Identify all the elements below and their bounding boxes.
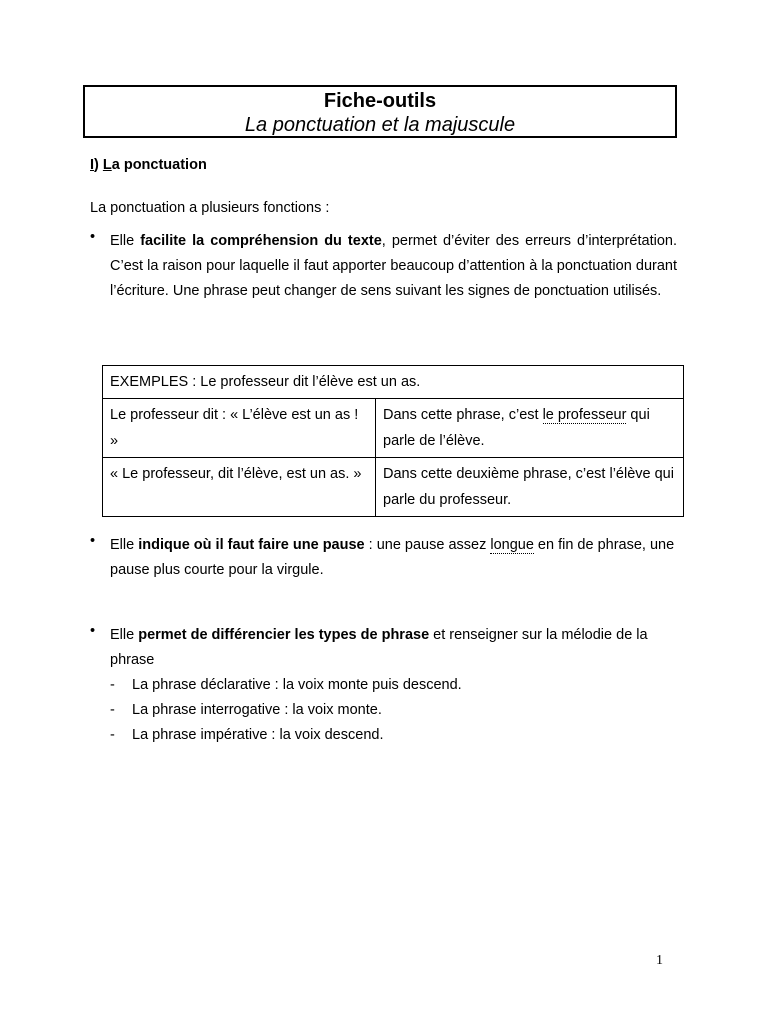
bullet-lead: Elle: [110, 627, 139, 643]
example-2-sentence: « Le professeur, dit l’élève, est un as. »: [103, 458, 376, 517]
section-paren: ): [94, 157, 103, 173]
bullet-bold-phrase: indique où il faut faire une pause: [138, 537, 365, 553]
bullet-rest: en fin de phrase, une pause plus courte pour la virgule.: [110, 537, 675, 578]
table-row: [103, 399, 684, 458]
page-number: 1: [656, 953, 663, 968]
dash-icon: -: [110, 727, 115, 743]
bullet-item-pause: [90, 533, 677, 583]
bullet-icon: •: [90, 623, 96, 639]
section-number: I: [90, 157, 95, 173]
bullet-mid: : une pause assez: [364, 537, 491, 553]
bullet-text: [110, 623, 677, 673]
bullet-item-comprehension: [90, 229, 677, 304]
bullet-icon: •: [90, 229, 96, 245]
section-title-rest: a ponctuation: [111, 157, 207, 173]
bullet-bold-phrase: permet de différencier les types de phrase: [138, 627, 430, 643]
bullet-bold-phrase: facilite la compréhension du texte: [140, 233, 382, 249]
list-item-text: La phrase déclarative : la voix monte puis descend.: [132, 677, 462, 693]
page-subtitle: La ponctuation et la majuscule: [244, 114, 516, 136]
example-2-explanation: Dans cette deuxième phrase, c’est l’élève qui parle du professeur.: [376, 458, 684, 517]
page-title: Fiche-outils: [323, 90, 437, 112]
list-item-text: La phrase impérative : la voix descend.: [132, 727, 384, 743]
bullet-rest: et renseigner sur la mélodie de la phrase: [110, 627, 648, 668]
list-item: [110, 723, 677, 748]
example-1-text-pre: Dans cette phrase, c’est: [383, 407, 543, 423]
table-row: [103, 366, 684, 399]
example-1-sentence: Le professeur dit : « L’élève est un as ! »: [103, 399, 376, 458]
examples-header-cell: EXEMPLES : Le professeur dit l’élève est un as.: [103, 366, 684, 399]
dash-icon: -: [110, 677, 115, 693]
example-1-marked-word: le professeur: [542, 407, 627, 423]
section-initial: L: [102, 157, 112, 173]
example-1-text-post: qui parle de l’élève.: [383, 407, 650, 449]
bullet-item-types: [90, 623, 677, 748]
bullet-text: [110, 229, 677, 304]
bullet-rest: , permet d’éviter des erreurs d’interprétation. C’est la raison pour laquelle il faut apporter beaucoup d’attention à la ponctuation durant l’écriture. Une phrase peut changer de sens suivant les signes de ponctuation utilisés.: [110, 233, 677, 299]
bullet-icon: •: [90, 533, 96, 549]
sentence-types-list: [110, 673, 677, 748]
intro-text: La ponctuation a plusieurs fonctions :: [90, 200, 330, 216]
bullet-lead: Elle: [110, 537, 139, 553]
title-box: [83, 85, 677, 138]
bullet-lead: Elle: [110, 233, 141, 249]
dash-icon: -: [110, 702, 115, 718]
list-item: [110, 698, 677, 723]
section-heading: [90, 157, 207, 173]
examples-table: [102, 365, 684, 517]
bullet-marked-word: longue: [490, 537, 534, 553]
table-row: [103, 458, 684, 517]
example-1-explanation: [376, 399, 684, 458]
bullet-text: [110, 533, 677, 583]
list-item: [110, 673, 677, 698]
list-item-text: La phrase interrogative : la voix monte.: [132, 702, 382, 718]
